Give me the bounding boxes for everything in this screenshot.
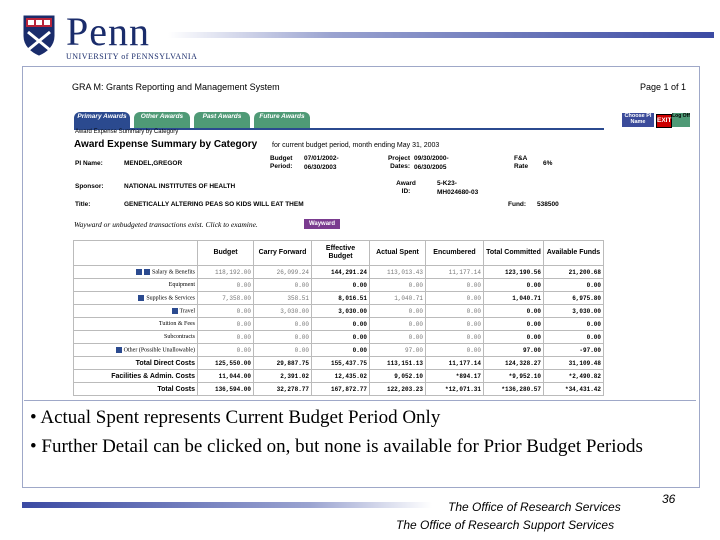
choose-pi-name-button[interactable]: Choose PI Name [622,113,654,127]
table-row [74,279,604,292]
sponsor-label: Sponsor: [75,183,104,190]
available-funds-cell: 0.00 [544,331,604,344]
effective-budget-cell: 12,435.02 [312,370,370,383]
encumbered-cell: 11,177.14 [426,357,484,370]
total-committed-cell: *9,952.10 [484,370,544,383]
pi-name-value: MENDEL,GREGOR [124,160,183,167]
carry-forward-cell: 0.00 [254,331,312,344]
carry-forward-cell: 0.00 [254,318,312,331]
fa-rate-value: 6% [543,160,553,167]
effective-budget-cell: 0.00 [312,318,370,331]
effective-budget-cell: 155,437.75 [312,357,370,370]
total-category-cell: Total Direct Costs [74,357,198,370]
column-header: Effective Budget [312,241,370,266]
total-committed-cell: *136,280.57 [484,383,544,396]
effective-budget-cell: 0.00 [312,331,370,344]
total-committed-cell: 123,190.56 [484,266,544,279]
column-header: Actual Spent [370,241,426,266]
encumbered-cell: 11,177.14 [426,266,484,279]
bullet-further-detail: • Further Detail can be clicked on, but none is available for Prior Budget Periods [30,436,643,457]
budget-cell: 7,358.00 [198,292,254,305]
category-label[interactable]: Supplies & Services [146,295,195,302]
category-label[interactable]: Other (Possible Unallowable) [123,347,195,354]
table-row[interactable] [74,344,604,357]
effective-budget-cell: 8,016.51 [312,292,370,305]
category-cell: Equipment [74,279,198,292]
breadcrumb: Award Expense Summary by Category [75,129,179,135]
total-committed-cell: 0.00 [484,331,544,344]
category-cell: Subcontracts [74,331,198,344]
carry-forward-cell: 32,278.77 [254,383,312,396]
penn-logo-text: Penn [66,9,150,54]
table-header-row [74,241,604,266]
fund-label: Fund: [508,201,527,208]
category-label[interactable]: Travel [179,308,195,315]
actual-spent-cell: 1,040.71 [370,292,426,305]
bullet-actual-spent: • Actual Spent represents Current Budget Period Only [30,407,441,428]
table-total-row [74,370,604,383]
tab-other-awards[interactable]: Other Awards [134,112,190,128]
encumbered-cell: *894.17 [426,370,484,383]
category-cell[interactable] [74,292,198,305]
expand-icon[interactable] [172,308,178,314]
available-funds-cell: -97.00 [544,344,604,357]
encumbered-cell: 0.00 [426,331,484,344]
header-gradient-bar [168,32,714,38]
budget-cell: 0.00 [198,305,254,318]
budget-cell: 0.00 [198,331,254,344]
project-dates-end: 06/30/2005 [414,164,447,171]
effective-budget-cell: 144,291.24 [312,266,370,279]
category-cell: Tuition & Fees [74,318,198,331]
actual-spent-cell: 0.00 [370,318,426,331]
expand-icon[interactable] [116,347,122,353]
total-category-cell: Total Costs [74,383,198,396]
effective-budget-cell: 3,030.00 [312,305,370,318]
column-header: Available Funds [544,241,604,266]
encumbered-cell: 0.00 [426,344,484,357]
table-row[interactable] [74,266,604,279]
title-label: Title: [75,201,91,208]
category-cell[interactable] [74,305,198,318]
wayward-message: Wayward or unbudgeted transactions exist. Click to examine. [74,220,258,229]
budget-cell: 118,192.00 [198,266,254,279]
effective-budget-cell: 0.00 [312,279,370,292]
available-funds-cell: 21,200.68 [544,266,604,279]
app-title: GRA M: Grants Reporting and Management System [72,82,280,92]
available-funds-cell: 6,975.80 [544,292,604,305]
actual-spent-cell: 113,013.43 [370,266,426,279]
actual-spent-cell: 113,151.13 [370,357,426,370]
summary-title: Award Expense Summary by Category [74,139,258,150]
carry-forward-cell: 26,099.24 [254,266,312,279]
total-committed-cell: 1,040.71 [484,292,544,305]
encumbered-cell: 0.00 [426,305,484,318]
project-dates-label: Project Dates: [387,155,410,170]
table-row [74,331,604,344]
actual-spent-cell: 0.00 [370,305,426,318]
expand-icon[interactable] [136,269,142,275]
actual-spent-cell: 97.00 [370,344,426,357]
footer-gradient-bar [22,502,432,508]
budget-cell: 0.00 [198,344,254,357]
available-funds-cell: 0.00 [544,318,604,331]
available-funds-cell: 0.00 [544,279,604,292]
total-committed-cell: 0.00 [484,305,544,318]
column-header: Carry Forward [254,241,312,266]
wayward-button[interactable]: Wayward [304,219,340,229]
summary-subtitle: for current budget period, month ending May 31, 2003 [272,142,440,149]
budget-cell: 0.00 [198,318,254,331]
budget-period-start: 07/01/2002- [304,155,339,162]
column-header [74,241,198,266]
total-committed-cell: 0.00 [484,318,544,331]
encumbered-cell: *12,071.31 [426,383,484,396]
project-dates-start: 09/30/2000- [414,155,449,162]
table-row[interactable] [74,292,604,305]
column-header: Budget [198,241,254,266]
category-cell[interactable] [74,266,198,279]
total-committed-cell: 97.00 [484,344,544,357]
expand-icon[interactable] [138,295,144,301]
budget-period-end: 06/30/2003 [304,164,337,171]
available-funds-cell: 3,030.00 [544,305,604,318]
expense-table [73,240,604,396]
total-category-cell: Facilities & Admin. Costs [74,370,198,383]
carry-forward-cell: 0.00 [254,279,312,292]
log-off-button[interactable]: Log Off [672,113,690,127]
category-cell[interactable] [74,344,198,357]
actual-spent-cell: 9,052.10 [370,370,426,383]
encumbered-cell: 0.00 [426,292,484,305]
budget-cell: 136,594.00 [198,383,254,396]
budget-cell: 11,044.00 [198,370,254,383]
category-label[interactable]: Salary & Benefits [152,269,195,276]
carry-forward-cell: 3,030.00 [254,305,312,318]
penn-shield-logo [22,14,56,56]
carry-forward-cell: 0.00 [254,344,312,357]
total-committed-cell: 0.00 [484,279,544,292]
actual-spent-cell: 0.00 [370,279,426,292]
expand-icon[interactable] [144,269,150,275]
pi-name-label: PI Name: [75,160,103,167]
effective-budget-cell: 167,872.77 [312,383,370,396]
table-row[interactable] [74,305,604,318]
tab-past-awards[interactable]: Past Awards [194,112,250,128]
carry-forward-cell: 2,391.02 [254,370,312,383]
award-id-value-1: 5-K23- [437,180,457,187]
effective-budget-cell: 0.00 [312,344,370,357]
page-indicator: Page 1 of 1 [640,82,687,92]
carry-forward-cell: 358.51 [254,292,312,305]
exit-button[interactable]: EXIT [656,114,672,128]
tab-future-awards[interactable]: Future Awards [254,112,310,128]
actual-spent-cell: 122,203.23 [370,383,426,396]
award-id-label: Award ID: [396,180,416,195]
fund-value: 538500 [537,201,559,208]
encumbered-cell: 0.00 [426,279,484,292]
fa-rate-label: F&A Rate [514,155,529,170]
encumbered-cell: 0.00 [426,318,484,331]
budget-cell: 125,550.00 [198,357,254,370]
carry-forward-cell: 29,887.75 [254,357,312,370]
award-id-value-2: MH024680-03 [437,189,479,196]
table-total-row [74,383,604,396]
footer-office-research-support: The Office of Research Support Services [396,518,615,532]
actual-spent-cell: 0.00 [370,331,426,344]
column-header: Encumbered [426,241,484,266]
available-funds-cell: 31,109.48 [544,357,604,370]
penn-logo-subtitle: UNIVERSITY of PENNSYLVANIA [66,52,198,61]
column-header: Total Committed [484,241,544,266]
budget-cell: 0.00 [198,279,254,292]
budget-period-label: Budget Period: [270,155,293,170]
available-funds-cell: *2,490.82 [544,370,604,383]
total-committed-cell: 124,328.27 [484,357,544,370]
available-funds-cell: *34,431.42 [544,383,604,396]
title-value: GENETICALLY ALTERING PEAS SO KIDS WILL EAT THEM [124,201,304,208]
footer-office-research-services: The Office of Research Services [448,500,621,514]
table-row [74,318,604,331]
slide-page-number: 36 [662,492,676,506]
sponsor-value: NATIONAL INSTITUTES OF HEALTH [124,183,236,190]
tab-primary-awards[interactable]: Primary Awards [74,112,130,128]
table-total-row [74,357,604,370]
